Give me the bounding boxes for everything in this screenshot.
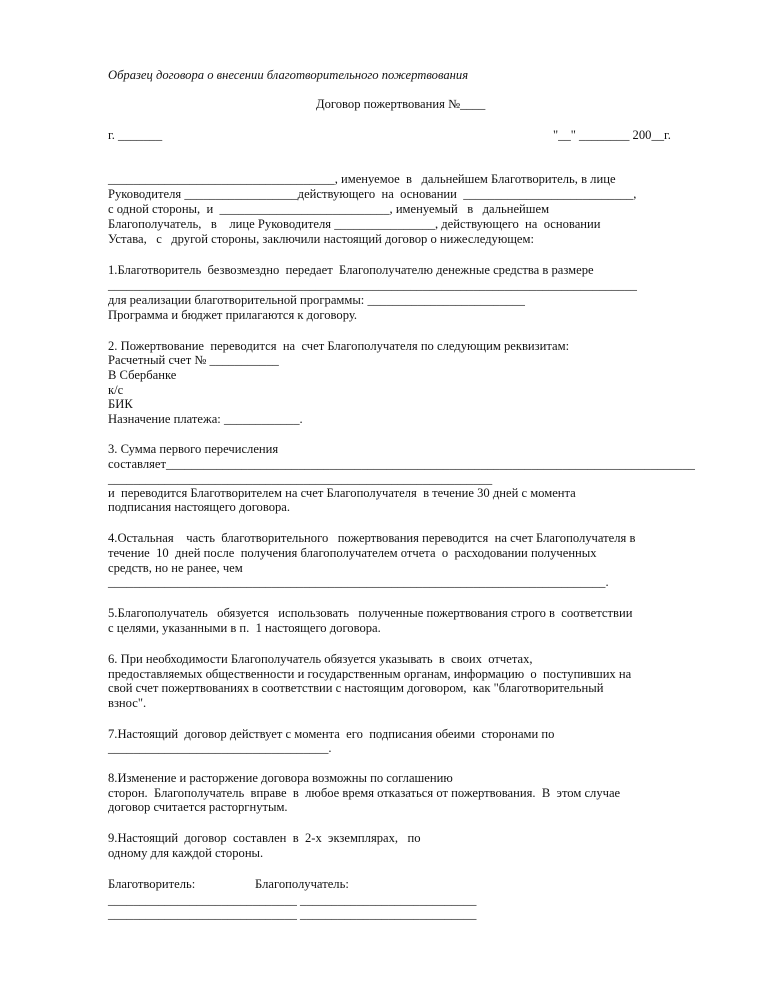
section-1-line: 1.Благотворитель безвозмездно передает Благополучателю денежные средства в размере (108, 263, 594, 277)
intro-line: Благополучатель, в лице Руководителя ________________, действующего на основании (108, 217, 601, 231)
section-6-line: 6. При необходимости Благополучатель обязуется указывать в своих отчетах, (108, 652, 533, 666)
section-2-line: 2. Пожертвование переводится на счет Благополучателя по следующим реквизитам: (108, 339, 570, 353)
section-4-line: средств, но не ранее, чем (108, 561, 243, 575)
section-1-line: ____________________________________________________________________________________ (108, 278, 637, 292)
section-3-line: и переводится Благотворителем на счет Благополучателя в течение 30 дней с момента (108, 486, 576, 500)
section-2-line: БИК (108, 397, 133, 411)
section-4-line: 4.Остальная часть благотворительного пожертвования переводится на счет Благополучателя в (108, 531, 636, 545)
section-7-line: 7.Настоящий договор действует с момента его подписания обеими сторонами по (108, 727, 555, 741)
section-3-line: _____________________________________________________________ (108, 472, 493, 486)
section-9-line: 9.Настоящий договор составлен в 2-х экземплярах, по (108, 831, 421, 845)
date-field: "__" ________ 200__г. (553, 128, 671, 142)
signature-line: ______________________________ ____________________________ (108, 893, 477, 907)
section-2-line: к/с (108, 383, 124, 397)
section-8-line: 8.Изменение и расторжение договора возможны по соглашению (108, 771, 453, 785)
section-5-line: с целями, указанными в п. 1 настоящего договора. (108, 621, 381, 635)
section-2-line: В Сбербанке (108, 368, 177, 382)
section-9-line: одному для каждой стороны. (108, 846, 264, 860)
section-4-line: течение 10 дней после получения благополучателем отчета о расходовании полученных (108, 546, 597, 560)
document-title: Договор пожертвования №____ (316, 97, 486, 111)
signatures-header: Благотворитель: Благополучатель: (108, 877, 349, 891)
section-6-line: предоставляемых общественности и государственным органам, информацию о поступивших на (108, 667, 632, 681)
document-caption: Образец договора о внесении благотворительного пожертвования (108, 68, 469, 82)
city-field: г. _______ (108, 128, 163, 142)
section-3-line: подписания настоящего договора. (108, 500, 291, 514)
intro-line: Устава, с другой стороны, заключили настоящий договор о нижеследующем: (108, 232, 534, 246)
section-1-line: Программа и бюджет прилагаются к договору. (108, 308, 358, 322)
intro-line: Руководителя __________________действующего на основании ___________________________, (108, 187, 637, 201)
section-3-line: составляет____________________________________________________________________________________ (108, 457, 695, 471)
section-6-line: взнос". (108, 696, 147, 710)
section-8-line: договор считается расторгнутым. (108, 800, 288, 814)
section-2-line: Назначение платежа: ____________. (108, 412, 303, 426)
section-3-line: 3. Сумма первого перечисления (108, 442, 279, 456)
section-2-line: Расчетный счет № ___________ (108, 353, 279, 367)
section-7-line: ___________________________________. (108, 741, 332, 755)
intro-line: с одной стороны, и ___________________________, именуемый в дальнейшем (108, 202, 550, 216)
section-6-line: свой счет пожертвованиях в соответствии с настоящим договором, как "благотворительный (108, 681, 604, 695)
section-4-line: _______________________________________________________________________________. (108, 575, 609, 589)
section-1-line: для реализации благотворительной программы: _________________________ (108, 293, 525, 307)
signature-line: ______________________________ ____________________________ (108, 907, 477, 921)
section-5-line: 5.Благополучатель обязуется использовать полученные пожертвования строго в соответствии (108, 606, 633, 620)
section-8-line: сторон. Благополучатель вправе в любое время отказаться от пожертвования. В этом случае (108, 786, 621, 800)
intro-line: ____________________________________, именуемое в дальнейшем Благотворитель, в лице (108, 172, 616, 186)
